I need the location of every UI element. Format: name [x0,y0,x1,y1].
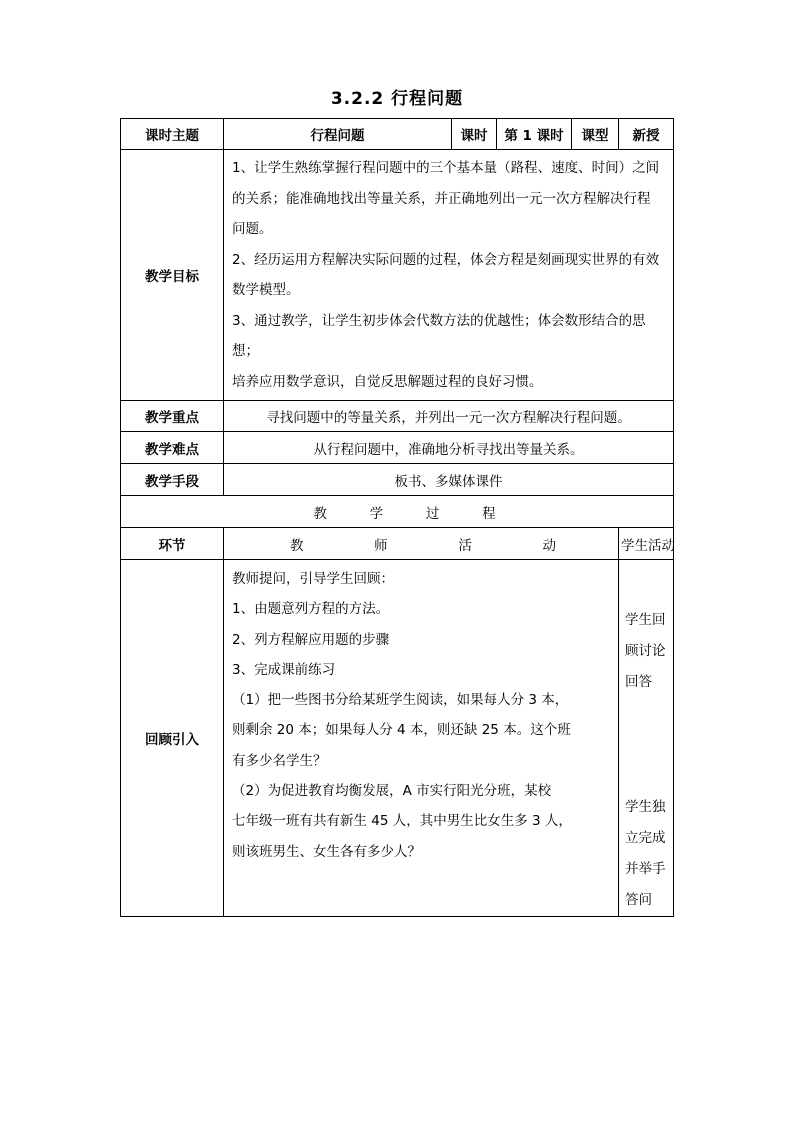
teacher-header-char: 师 [374,537,388,554]
student-line: 回答 [625,674,652,690]
objectives-label: 教学目标 [121,150,224,401]
difficulty-value: 从行程问题中，准确地分析寻找出等量关系。 [224,432,674,464]
objective-line: 培养应用数学意识，自觉反思解题过程的良好习惯。 [232,373,543,390]
document-title: 3.2.2 行程问题 [330,89,464,109]
means-value: 板书、多媒体课件 [224,464,674,496]
stage-header: 环节 [121,528,224,560]
teacher-line: （1）把一些图书分给某班学生阅读，如果每人分 3 本， [232,692,569,709]
lesson-plan-table [120,118,674,917]
student-activity-a [625,605,669,698]
process-heading-char: 学 [369,505,384,522]
objective-line: 2、经历运用方程解决实际问题的过程，体会方程是刻画现实世界的有效 [232,251,660,268]
objective-line: 3、通过教学，让学生初步体会代数方法的优越性；体会数形结合的思想； [232,312,646,359]
column-header-row [121,528,674,560]
topic-value: 行程问题 [224,119,452,150]
objective-line: 数学模型。 [232,282,300,298]
difficulty-row [121,432,674,464]
student-activity-content [619,560,674,917]
period-label: 课时 [452,119,497,150]
topic-label: 课时主题 [121,119,224,150]
difficulty-label: 教学难点 [121,432,224,464]
teacher-line: 3、完成课前练习 [232,661,336,678]
student-line: 并举手答问 [625,861,666,908]
student-activity-header: 学生活动 [619,528,674,560]
teacher-header-char: 教 [290,537,304,554]
teacher-line: 教师提问，引导学生回顾： [232,571,394,587]
teacher-line: 则该班男生、女生各有多少人？ [232,843,421,860]
teacher-header-char: 活 [458,537,472,554]
teacher-line: 2、列方程解应用题的步骤 [232,631,390,648]
key-point-value: 寻找问题中的等量关系，并列出一元一次方程解决行程问题。 [224,401,674,432]
means-row [121,464,674,496]
teacher-header-char: 动 [542,537,556,554]
student-line: 学生独立完成 [625,799,666,846]
objective-line: 问题。 [232,221,273,237]
topic-row [121,119,674,150]
student-line: 学生回顾讨论 [625,612,666,659]
teacher-line: 则剩余 20 本；如果每人分 4 本，则还缺 25 本。这个班 [232,722,571,739]
objective-line: 1、让学生熟练掌握行程问题中的三个基本量（路程、速度、时间）之间 [232,160,660,176]
period-value: 第 1 课时 [497,119,572,150]
type-value: 新授 [619,119,674,150]
type-label: 课型 [572,119,619,150]
teacher-line: 七年级一班有共有新生 45 人，其中男生比女生多 3 人， [232,813,572,830]
process-heading-char: 程 [482,505,496,522]
process-heading [121,496,674,528]
process-heading-row [121,496,674,528]
process-heading-char: 教 [313,505,327,522]
teacher-line: （2）为促进教育均衡发展，A 市实行阳光分班，某校 [232,783,552,800]
key-point-row [121,401,674,432]
means-label: 教学手段 [121,464,224,496]
teacher-line: 1、由题意列方程的方法。 [232,601,390,618]
review-label: 回顾引入 [121,560,224,917]
review-row [121,560,674,917]
key-point-label: 教学重点 [121,401,224,432]
objectives-content [224,150,674,401]
teacher-activity-header [224,528,619,560]
objective-line: 的关系；能准确地找出等量关系，并正确地列出一元一次方程解决行程 [232,190,651,207]
process-heading-char: 过 [425,505,440,522]
teacher-activity-content [224,560,619,917]
teacher-line: 有多少名学生？ [232,752,327,769]
student-activity-b [625,792,669,916]
objectives-row [121,150,674,401]
